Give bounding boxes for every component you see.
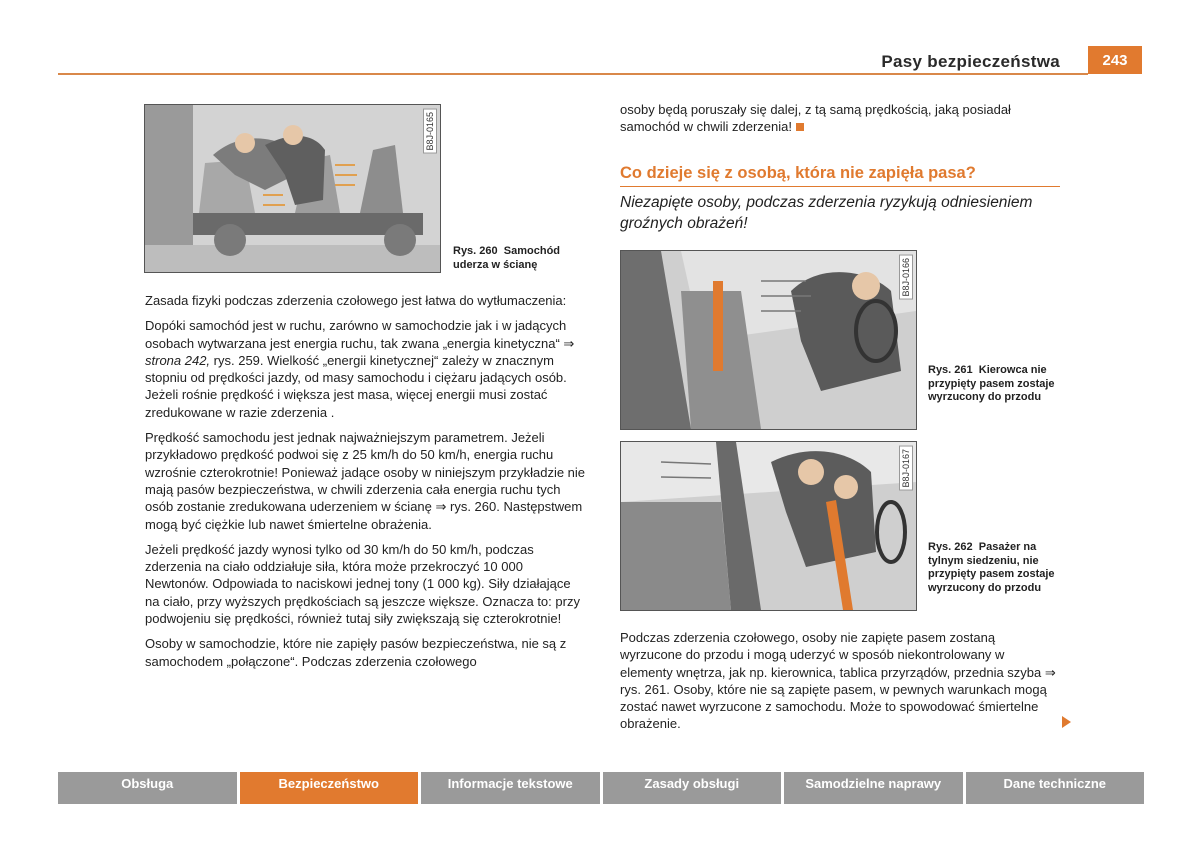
figure-label: Rys. 262 (928, 541, 973, 553)
paragraph (145, 317, 588, 421)
section-heading: Co dzieje się z osobą, która nie zapięła pasa? (620, 164, 1060, 187)
continue-arrow-icon[interactable] (1062, 716, 1071, 728)
figure-260-image (144, 104, 441, 273)
figure-code: B8J-0167 (899, 446, 913, 491)
text-run: rys. 259. Wielkość „energii kinetycznej“ zależy w znacznym stopniu od prędkości jazdy, od masy samochodu i ciężaru jadących osób. Jeżeli rośnie prędkość i większa jest masa, więcej energii musi zostać zredukowane w razie zderzenia . (145, 352, 567, 420)
end-of-section-marker (796, 123, 804, 131)
page-number: 243 (1088, 46, 1142, 74)
driver-thrown-forward-illustration (621, 251, 916, 429)
left-column-text (145, 292, 588, 678)
figure-code: B8J-0166 (899, 255, 913, 300)
figure-code: B8J-0165 (423, 109, 437, 154)
lead-paragraph: Niezapięte osoby, podczas zderzenia ryzykują odniesieniem groźnych obrażeń! (620, 194, 1033, 232)
nav-tab-zasady-obslugi[interactable]: Zasady obsługi (603, 772, 782, 804)
footer-navigation (58, 772, 1144, 804)
text-run: Dopóki samochód jest w ruchu, zarówno w samochodzie jak i w jadących osobach wytwarzana jest energia ruchu, tak zwana „energia kinetyczna“ ⇒ (145, 318, 575, 351)
figure-caption-text: Kierowca nie przypięty pasem zostaje wyrzucony do przodu (928, 364, 1055, 403)
figure-caption-text: Pasażer na tylnym siedzeniu, nie przypięty pasem zostaje wyrzucony do przodu (928, 541, 1055, 594)
figure-label: Rys. 261 (928, 364, 973, 376)
figure-caption-text: Samochód uderza w ścianę (453, 245, 561, 271)
figure-261-caption (928, 364, 1063, 405)
figure-label: Rys. 260 (453, 245, 498, 257)
rear-passenger-thrown-forward-illustration (621, 442, 916, 610)
paragraph: Osoby w samochodzie, które nie zapięły pasów bezpieczeństwa, nie są z samochodem „połączone“. Podczas zderzenia czołowego (145, 636, 567, 669)
figure-262-caption (928, 541, 1063, 595)
nav-tab-obsluga[interactable]: Obsługa (58, 772, 237, 804)
figure-260-caption (453, 245, 593, 272)
paragraph: osoby będą poruszały się dalej, z tą samą prędkością, jaką posiadał samochód w chwili zderzenia! (620, 102, 1011, 135)
paragraph: Prędkość samochodu jest jednak najważniejszym parametrem. Jeżeli przykładowo prędkość podwoi się z 25 km/h do 50 km/h, energia ruchu wzrośnie czterokrotnie! Ponieważ jadące osoby w niniejszym przykładzie nie mają pasów bezpieczeństwa, w chwili zderzenia cała energia ruchu tych osób zostanie zredukowana uderzeniem w ścianę ⇒ rys. 260. Następstwem mogą być ciężkie lub nawet śmiertelne obrażenia. (145, 430, 586, 532)
figure-261-image (620, 250, 917, 430)
nav-tab-dane-techniczne[interactable]: Dane techniczne (966, 772, 1145, 804)
nav-tab-bezpieczenstwo[interactable]: Bezpieczeństwo (240, 772, 419, 804)
figure-262-image (620, 441, 917, 611)
nav-tab-samodzielne-naprawy[interactable]: Samodzielne naprawy (784, 772, 963, 804)
paragraph: Jeżeli prędkość jazdy wynosi tylko od 30 km/h do 50 km/h, podczas zderzenia na ciało oddziałuje siła, która może przekroczyć 10 000 Newtonów. Odpowiada to naciskowi jednej tony (1 000 kg). Siły działające na ciało, przy wyższych prędkościach są jeszcze większe. Oznacza to: przy podwojeniu się prędkości, również tutaj siły zwiększają się czterokrotnie! (145, 541, 580, 627)
paragraph: Zasada fizyki podczas zderzenia czołowego jest łatwa do wytłumaczenia: (145, 293, 567, 308)
paragraph: Podczas zderzenia czołowego, osoby nie zapięte pasem zostaną wyrzucone do przodu i mogą uderzyć w sposób niekontrolowany w elementy wnętrza, jak np. kierownica, tablica przyrządów, przednia szyba ⇒ rys. 261. Osoby, które nie są zapięte pasem, w pewnych warunkach mogą zostać nawet wyrzucone z samochodu. Może to spowodować śmiertelne obrażenie. (620, 630, 1056, 732)
right-column-continuation (620, 101, 1060, 136)
nav-tab-informacje-tekstowe[interactable]: Informacje tekstowe (421, 772, 600, 804)
crash-wall-illustration (145, 105, 440, 272)
header-rule (58, 73, 1088, 75)
section-title: Pasy bezpieczeństwa (881, 52, 1060, 71)
page-reference-link[interactable]: strona 242, (145, 352, 211, 368)
right-column-text (620, 629, 1060, 741)
